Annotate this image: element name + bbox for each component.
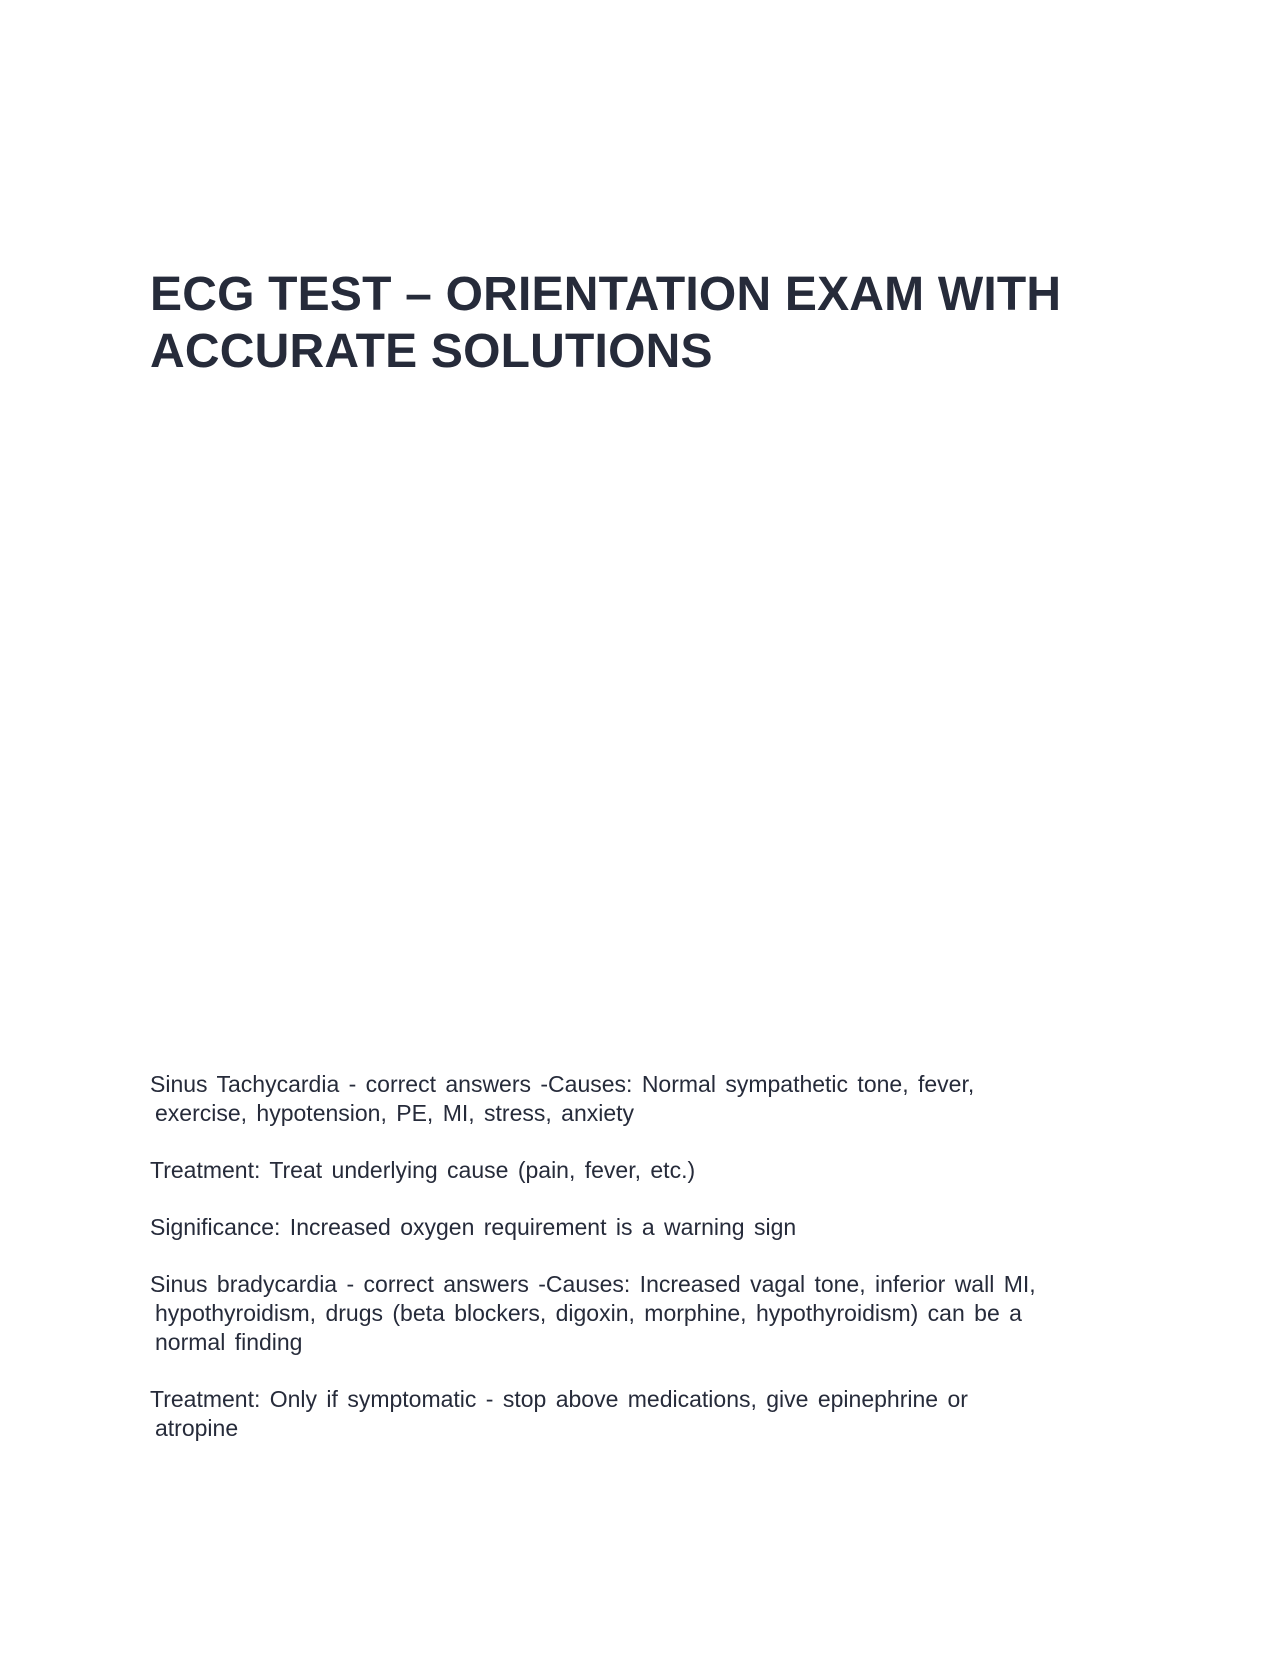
paragraph-sinus-bradycardia-causes	[150, 1270, 1130, 1357]
text-line: exercise, hypotension, PE, MI, stress, anxiety	[155, 1100, 635, 1126]
title-line: ACCURATE SOLUTIONS	[150, 325, 713, 378]
paragraph-sinus-tachycardia-significance	[150, 1213, 1130, 1242]
text-line: Sinus bradycardia - correct answers -Causes: Increased vagal tone, inferior wall MI,	[150, 1271, 1036, 1297]
text-line: hypothyroidism, drugs (beta blockers, digoxin, morphine, hypothyroidism) can be a	[155, 1300, 1022, 1326]
paragraph-sinus-tachycardia-treatment	[150, 1156, 1130, 1185]
paragraph-sinus-tachycardia-causes	[150, 1070, 1130, 1128]
document-body	[150, 1070, 1130, 1471]
text-line: atropine	[155, 1415, 239, 1441]
title-line: ECG TEST – ORIENTATION EXAM WITH	[150, 268, 1062, 321]
text-line: Sinus Tachycardia - correct answers -Causes: Normal sympathetic tone, fever,	[150, 1071, 975, 1097]
text-line: Treatment: Only if symptomatic - stop above medications, give epinephrine or	[150, 1386, 968, 1412]
text-line: Significance: Increased oxygen requirement is a warning sign	[150, 1214, 797, 1240]
text-line: normal finding	[155, 1329, 303, 1355]
paragraph-sinus-bradycardia-treatment	[150, 1385, 1130, 1443]
document-title	[150, 266, 1150, 380]
text-line: Treatment: Treat underlying cause (pain, fever, etc.)	[150, 1157, 696, 1183]
